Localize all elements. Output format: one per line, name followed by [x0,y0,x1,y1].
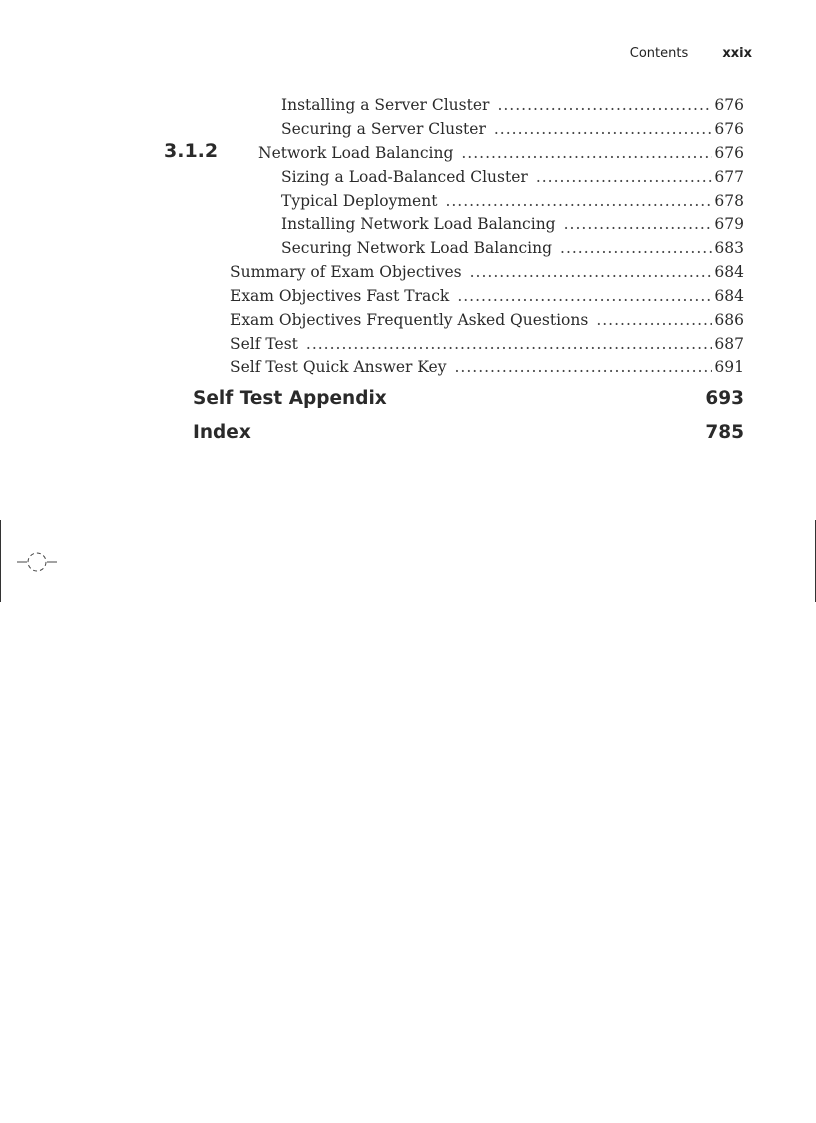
toc-entry-label: Network Load Balancing [258,144,454,162]
toc-major-entry[interactable] [193,388,744,414]
toc-entry[interactable] [230,311,744,333]
header-page-number: xxix [722,46,752,61]
dot-leader [497,96,712,114]
toc-entry-page: 677 [714,168,744,186]
toc-entry-page: 676 [714,144,744,162]
toc-entry-page: 676 [714,96,744,114]
dot-leader [536,168,713,186]
toc-entry-label: Securing a Server Cluster [281,120,486,138]
dot-leader [494,120,713,138]
toc-entry[interactable] [258,144,744,166]
toc-entry[interactable] [230,335,744,357]
dot-leader [457,287,712,305]
toc-entry-page: 678 [714,192,744,210]
toc-entry-label: Installing Network Load Balancing [281,215,556,233]
dot-leader [445,192,712,210]
toc-entry[interactable] [281,168,744,190]
toc-entry[interactable] [230,263,744,285]
dot-leader [596,311,712,329]
dot-leader [560,239,712,257]
dot-leader [454,358,712,376]
section-number: 3.1.2 [164,140,219,162]
registration-mark-icon [17,550,57,574]
toc-entry-label: Summary of Exam Objectives [230,263,462,281]
toc-entry-label: Typical Deployment [281,192,438,210]
toc-entry-label: Installing a Server Cluster [281,96,490,114]
toc-major-entry[interactable] [193,422,744,448]
toc-entry-label: Sizing a Load-Balanced Cluster [281,168,528,186]
toc-entry[interactable] [281,120,744,142]
toc-entry-label: Self Test [230,335,298,353]
dot-leader [470,263,713,281]
toc-entry[interactable] [230,358,744,380]
toc-entry[interactable] [230,287,744,309]
toc-entry[interactable] [281,192,744,214]
toc-major-page: 693 [705,388,744,409]
toc-entry-page: 687 [714,335,744,353]
crop-mark-left [0,520,1,602]
toc-major-label: Index [193,422,251,443]
toc-entry-page: 684 [714,287,744,305]
toc-entry-page: 683 [714,239,744,257]
toc-entry-page: 676 [714,120,744,138]
toc-entry-page: 691 [714,358,744,376]
toc-entry[interactable] [281,96,744,118]
toc-entry-label: Securing Network Load Balancing [281,239,553,257]
toc-entry-label: Self Test Quick Answer Key [230,358,447,376]
dot-leader [564,215,713,233]
dot-leader [461,144,712,162]
running-header [630,46,752,61]
toc-entry-page: 679 [714,215,744,233]
toc-entry-page: 684 [714,263,744,281]
toc-entry-label: Exam Objectives Frequently Asked Questions [230,311,589,329]
toc-entry-page: 686 [714,311,744,329]
toc-major-label: Self Test Appendix [193,388,387,409]
toc-entry-label: Exam Objectives Fast Track [230,287,450,305]
header-label: Contents [629,46,689,61]
toc-major-page: 785 [705,422,744,443]
toc-entry[interactable] [281,239,744,261]
toc-entry[interactable] [281,215,744,237]
dot-leader [306,335,713,353]
